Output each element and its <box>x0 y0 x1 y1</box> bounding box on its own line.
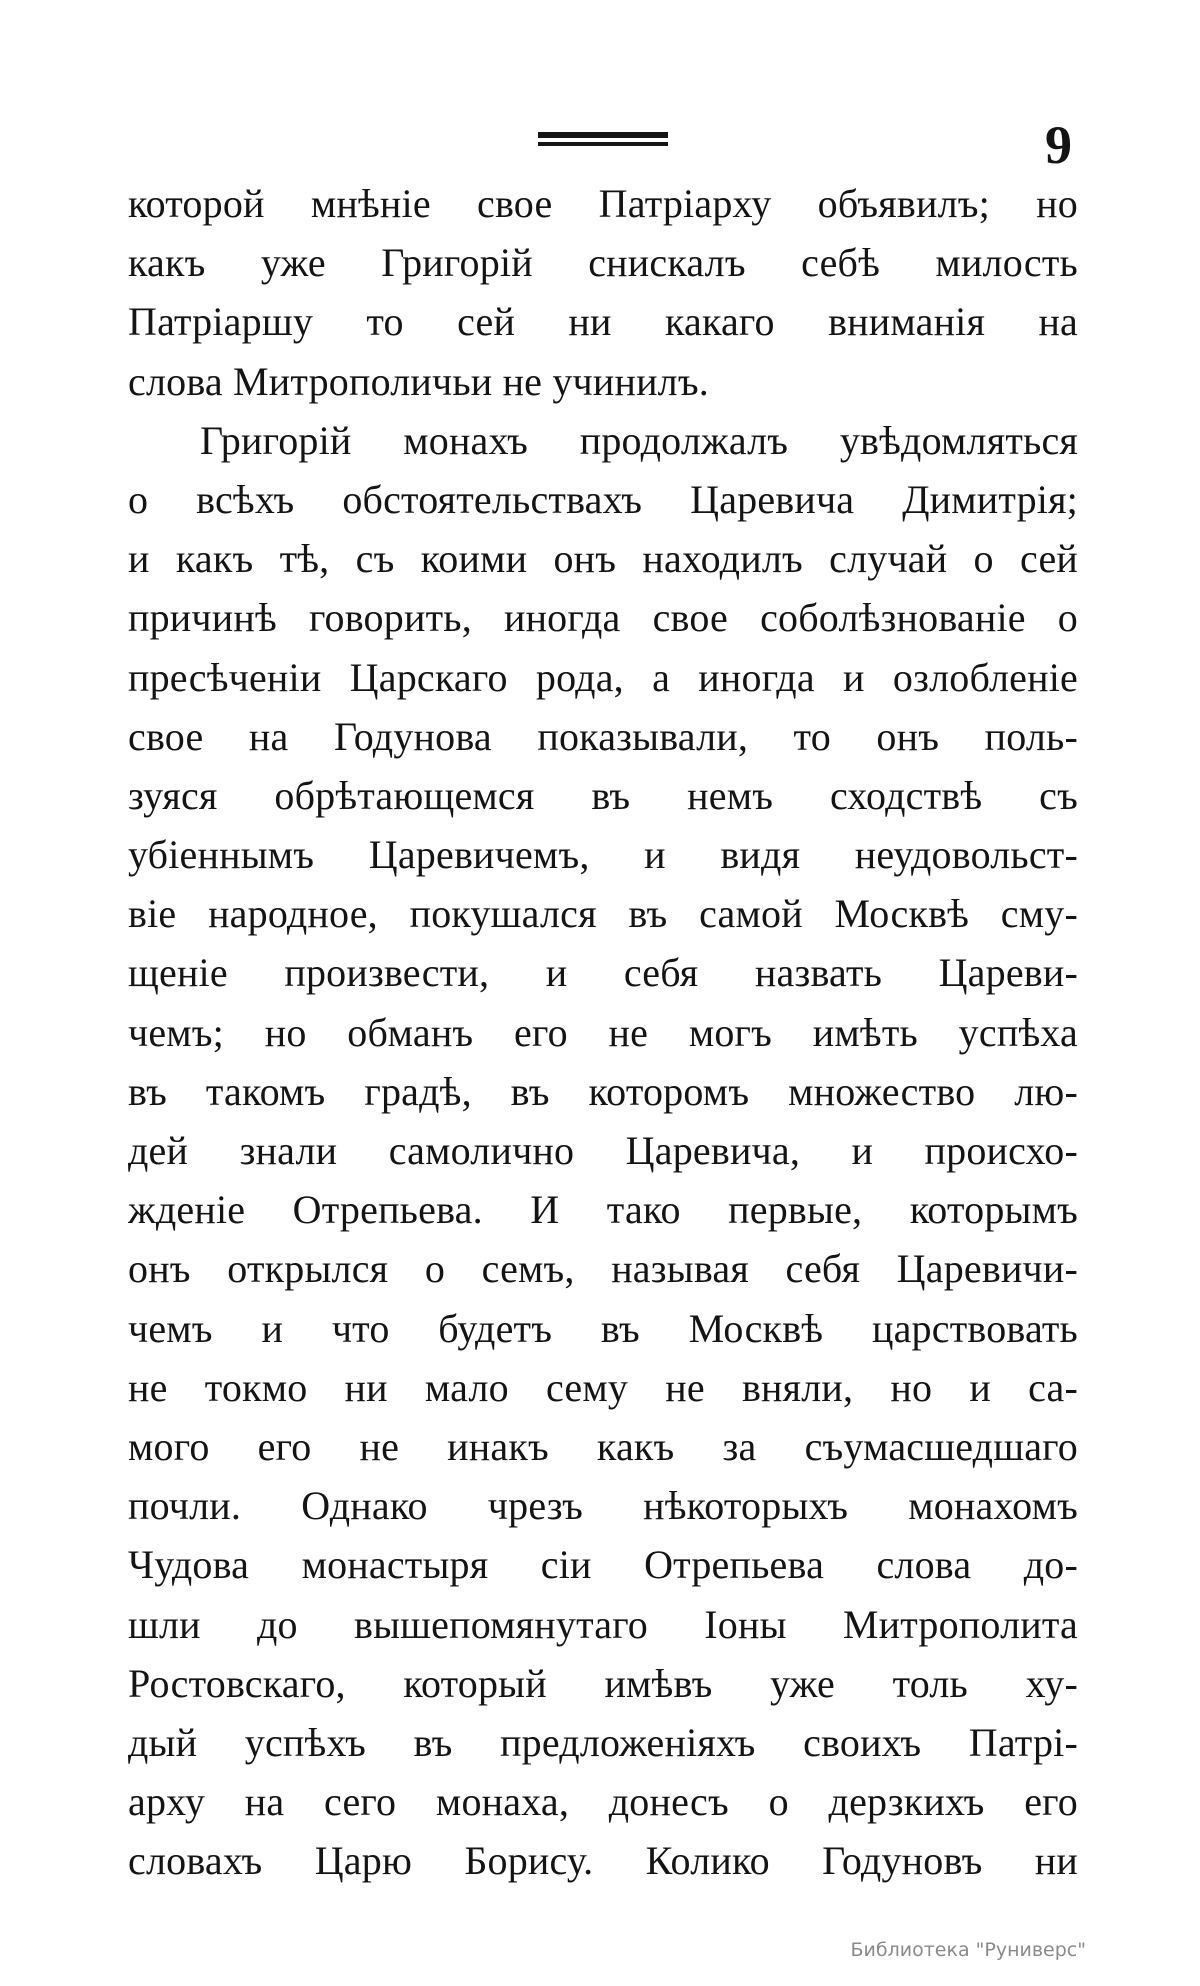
text-line: дый успѣхъ въ предложеніяхъ своихъ Патрі- <box>128 1719 1078 1765</box>
text-line: о всѣхъ обстоятельствахъ Царевича Димитрія; <box>128 476 1078 522</box>
body-text <box>128 174 1078 1890</box>
paragraph-first-line: Григорій монахъ продолжалъ увѣдомляться <box>200 417 1078 463</box>
text-line: какъ уже Григорій снискалъ себѣ милость <box>128 240 1078 286</box>
header-rule-top-bar <box>538 132 668 138</box>
text-line: шли до вышепомянутаго Іоны Митрополита <box>128 1601 1078 1647</box>
text-line: Патріаршу то сей ни какаго вниманія на <box>128 299 1078 345</box>
text-line: чемъ; но обманъ его не могъ имѣть успѣха <box>128 1009 1078 1055</box>
header-rule-bottom-bar <box>538 142 668 146</box>
text-line: которой мнѣніе свое Патріарху объявилъ; но <box>128 181 1078 226</box>
text-line: причинѣ говорить, иногда свое соболѣзнованіе о <box>128 595 1078 641</box>
text-line: не токмо ни мало сему не вняли, но и са- <box>128 1364 1078 1410</box>
text-line: слова Митрополичьи не учинилъ. <box>128 358 709 404</box>
text-line: чемъ и что будетъ въ Москвѣ царствовать <box>128 1305 1078 1351</box>
text-line: щеніе произвести, и себя назвать Цареви- <box>128 950 1078 996</box>
text-line: арху на сего монаха, донесъ о дерзкихъ его <box>128 1779 1078 1825</box>
text-line: онъ открылся о семъ, называя себя Царевичи- <box>128 1246 1078 1292</box>
text-line: словахъ Царю Борису. Колико Годуновъ ни <box>128 1838 1078 1884</box>
text-line: зуяся обрѣтающемся въ немъ сходствѣ съ <box>128 772 1078 818</box>
text-line: жденіе Отрепьева. И тако первые, которымъ <box>128 1187 1078 1233</box>
text-line: почли. Однако чрезъ нѣкоторыхъ монахомъ <box>128 1483 1078 1529</box>
text-line: Ростовскаго, который имѣвъ уже толь ху- <box>128 1660 1078 1706</box>
text-line: свое на Годунова показывали, то онъ поль- <box>128 713 1078 759</box>
text-line: Чудова монастыря сіи Отрепьева слова до- <box>128 1542 1078 1588</box>
text-line: пресѣченіи Царскаго рода, а иногда и озлобленіе <box>128 654 1078 700</box>
text-line: и какъ тѣ, съ коими онъ находилъ случай о сей <box>128 536 1078 582</box>
page-number: 9 <box>1045 115 1072 175</box>
text-line: въ такомъ градѣ, въ которомъ множество лю- <box>128 1068 1078 1114</box>
text-line: дей знали самолично Царевича, и происхо- <box>128 1128 1078 1173</box>
header-rule <box>538 132 668 150</box>
library-watermark: Библиотека "Руниверс" <box>850 1939 1086 1961</box>
text-line: убіеннымъ Царевичемъ, и видя неудовольст- <box>128 832 1078 878</box>
text-line: мого его не инакъ какъ за съумасшедшаго <box>128 1423 1078 1469</box>
text-line: віе народное, покушался въ самой Москвѣ сму- <box>128 891 1078 937</box>
